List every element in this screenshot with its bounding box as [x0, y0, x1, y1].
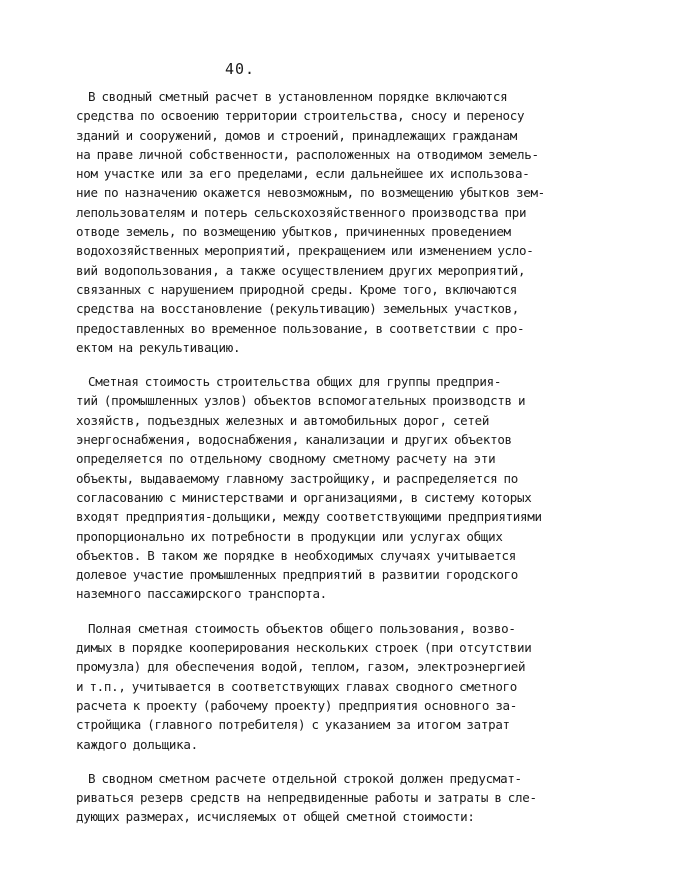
- text-line: долевое участие промышленных предприятий в развитии городского: [76, 567, 518, 583]
- text-line: В сводный сметный расчет в установленном порядке включаются: [88, 89, 508, 104]
- text-line: и т.п., учитывается в соответствующих главах сводного сметного: [76, 678, 517, 694]
- text-line: расчета к проекту (рабочему проекту) предприятия основного за-: [76, 697, 517, 713]
- text-line: отводе земель, по возмещению убытков, причиненных проведением: [76, 224, 511, 240]
- text-line: определяется по отдельному сводному сметному расчету на эти: [76, 451, 496, 467]
- text-line: на праве личной собственности, расположенных на отводимом земель-: [76, 146, 539, 162]
- paragraph-1: [76, 87, 545, 357]
- text-line: объектов. В таком же порядке в необходимых случаях учитывается: [76, 547, 516, 563]
- paragraph-2: [76, 372, 542, 604]
- body-text: [76, 87, 545, 842]
- text-line: зданий и сооружений, домов и строений, принадлежащих гражданам: [76, 127, 517, 143]
- text-line: водохозяйственных мероприятий, прекращением или изменением усло-: [76, 243, 534, 259]
- paragraph-4: [76, 769, 536, 827]
- text-line: тий (промышленных узлов) объектов вспомогательных производств и: [76, 393, 526, 409]
- text-line: Полная сметная стоимость объектов общего пользования, возво-: [88, 620, 516, 636]
- text-line: димых в порядке кооперирования нескольких строек (при отсутствии: [76, 640, 532, 656]
- text-line: промузла) для обеспечения водой, теплом, газом, электроэнергией: [76, 659, 526, 675]
- text-line: риваться резерв средств на непредвиденные работы и затраты в сле-: [76, 790, 537, 806]
- text-line: дующих размерах, исчисляемых от общей сметной стоимости:: [76, 809, 475, 825]
- text-line: Сметная стоимость строительства общих для группы предприя-: [88, 374, 502, 390]
- text-line: вий водопользования, а также осуществлением других мероприятий,: [76, 262, 526, 278]
- text-line: согласованию с министерствами и организациями, в систему которых: [76, 489, 532, 505]
- text-line: средства на восстановление (рекультивацию) земельных участков,: [76, 301, 519, 317]
- text-line: средства по освоению территории строительства, сносу и переносу: [76, 108, 525, 124]
- text-line: ном участке или за его пределами, если дальнейшее их использова-: [76, 166, 530, 182]
- text-line: предоставленных во временное пользование, в соответствии с про-: [76, 320, 525, 336]
- text-line: наземного пассажирского транспорта.: [76, 586, 327, 602]
- text-line: В сводном сметном расчете отдельной строкой должен предусмат-: [88, 770, 522, 786]
- text-line: стройщика (главного потребителя) с указанием за итогом затрат: [76, 717, 510, 733]
- text-line: объекты, выдаваемому главному застройщику, и распределяется по: [76, 470, 518, 486]
- page-number: 40.: [224, 60, 256, 78]
- text-line: каждого дольщика.: [76, 736, 198, 752]
- text-line: энергоснабжения, водоснабжения, канализации и других объектов: [76, 432, 512, 448]
- text-line: лепользователям и потерь сельскохозяйственного производства при: [76, 204, 527, 220]
- text-line: связанных с нарушением природной среды. Кроме того, включаются: [76, 281, 517, 297]
- text-line: ние по назначению окажется невозможным, по возмещению убытков зем-: [76, 185, 545, 201]
- text-line: ектом на рекультивацию.: [76, 339, 241, 355]
- text-line: пропорционально их потребности в продукции или услугах общих: [76, 528, 503, 544]
- paragraph-3: [76, 619, 536, 754]
- text-line: входят предприятия-дольщики, между соответствующими предприятиями: [76, 509, 542, 525]
- text-line: хозяйств, подъездных железных и автомобильных дорог, сетей: [76, 412, 490, 428]
